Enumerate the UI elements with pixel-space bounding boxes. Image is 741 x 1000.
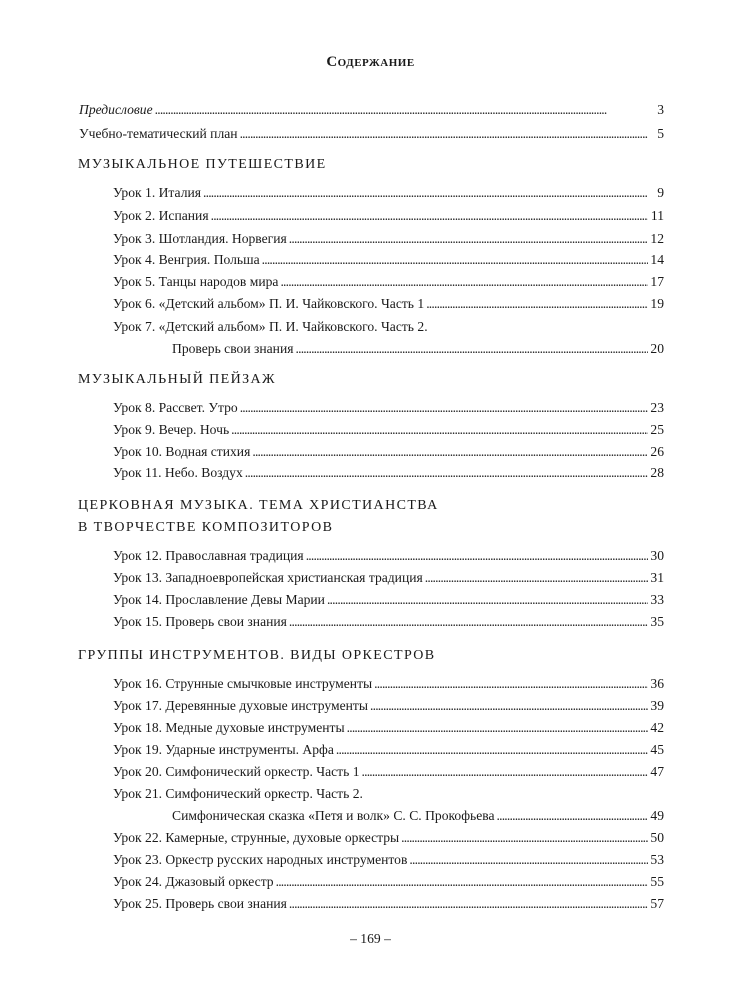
- toc-entry[interactable]: [113, 763, 664, 781]
- toc-entry[interactable]: [113, 569, 664, 587]
- entry-page: 50: [650, 830, 664, 845]
- entry-text: Урок 23. Оркестр русских народных инструментов: [113, 852, 408, 867]
- entry-text: Урок 20. Симфонический оркестр. Часть 1: [113, 764, 360, 779]
- dot-leader: [240, 399, 648, 417]
- entry-page: 11: [650, 208, 664, 223]
- entry-text: Урок 14. Прославление Девы Марии: [113, 592, 325, 607]
- dot-leader: [211, 207, 648, 225]
- entry-page: 9: [657, 185, 664, 200]
- entry-page: 19: [650, 296, 664, 311]
- toc-entry-continuation[interactable]: [172, 340, 664, 358]
- entry-text: Урок 2. Испания: [113, 208, 209, 223]
- entry-page: 31: [650, 570, 664, 585]
- entry-text: Урок 9. Вечер. Ночь: [113, 422, 230, 437]
- entry-page: 33: [650, 592, 664, 607]
- entry-text: Урок 8. Рассвет. Утро: [113, 400, 238, 415]
- dot-leader: [203, 184, 648, 202]
- dot-leader: [280, 273, 648, 291]
- dot-leader: [426, 295, 648, 313]
- entry-text: Урок 17. Деревянные духовые инструменты: [113, 698, 369, 713]
- entry-page: 49: [650, 808, 664, 823]
- page-title: Содержание: [326, 54, 415, 70]
- entry-text: Урок 7. «Детский альбом» П. И. Чайковского. Часть 2.: [113, 319, 428, 334]
- dot-leader: [362, 763, 648, 781]
- entry-text: Учебно-тематический план: [79, 126, 238, 141]
- entry-text: Урок 24. Джазовый оркестр: [113, 874, 274, 889]
- toc-entry[interactable]: [113, 591, 664, 609]
- entry-text: Урок 22. Камерные, струнные, духовые оркестры: [113, 830, 400, 845]
- entry-text: Симфоническая сказка «Петя и волк» С. С. Прокофьева: [172, 808, 495, 823]
- entry-text: Урок 19. Ударные инструменты. Арфа: [113, 742, 334, 757]
- entry-page: 36: [650, 676, 664, 691]
- toc-entry[interactable]: [113, 421, 664, 439]
- dot-leader: [374, 675, 648, 693]
- entry-page: 23: [650, 400, 664, 415]
- entry-page: 25: [650, 422, 664, 437]
- section-heading: ЦЕРКОВНАЯ МУЗЫКА. ТЕМА ХРИСТИАНСТВА: [78, 498, 439, 513]
- dot-leader: [289, 895, 648, 913]
- dot-leader: [347, 719, 648, 737]
- entry-text: Урок 11. Небо. Воздух: [113, 465, 243, 480]
- entry-text: Урок 3. Шотландия. Норвегия: [113, 231, 287, 246]
- entry-page: 17: [650, 274, 664, 289]
- dot-leader: [497, 807, 648, 825]
- entry-page: 55: [650, 874, 664, 889]
- entry-page: 53: [650, 852, 664, 867]
- toc-entry[interactable]: [113, 295, 664, 313]
- entry-page: 28: [650, 465, 664, 480]
- toc-entry-preface[interactable]: [79, 101, 664, 119]
- entry-text: Предисловие: [79, 102, 153, 117]
- entry-page: 12: [650, 231, 664, 246]
- entry-page: 3: [657, 102, 664, 117]
- dot-leader: [327, 591, 648, 609]
- dot-leader: [245, 464, 648, 482]
- toc-entry[interactable]: [113, 851, 664, 869]
- dot-leader: [296, 340, 649, 358]
- entry-text: Урок 12. Православная традиция: [113, 548, 304, 563]
- entry-page: 57: [650, 896, 664, 911]
- entry-text: Проверь свои знания: [172, 341, 294, 356]
- toc-entry[interactable]: [113, 251, 664, 269]
- entry-text: Урок 15. Проверь свои знания: [113, 614, 287, 629]
- section-heading: ГРУППЫ ИНСТРУМЕНТОВ. ВИДЫ ОРКЕСТРОВ: [78, 648, 436, 663]
- dot-leader: [262, 251, 648, 269]
- dot-leader: [409, 851, 648, 869]
- entry-page: 42: [650, 720, 664, 735]
- section-heading: МУЗЫКАЛЬНЫЙ ПЕЙЗАЖ: [78, 372, 276, 387]
- entry-page: 30: [650, 548, 664, 563]
- dot-leader: [252, 443, 648, 461]
- entry-page: 26: [650, 444, 664, 459]
- entry-page: 20: [650, 341, 664, 356]
- entry-page: 5: [657, 126, 664, 141]
- dot-leader: [336, 741, 648, 759]
- toc-entry[interactable]: [113, 184, 664, 202]
- entry-text: Урок 10. Водная стихия: [113, 444, 251, 459]
- toc-entry[interactable]: [113, 207, 664, 225]
- toc-entry[interactable]: [113, 895, 664, 913]
- entry-text: Урок 1. Италия: [113, 185, 202, 200]
- dot-leader: [289, 230, 648, 248]
- section-heading-line-2: В ТВОРЧЕСТВЕ КОМПОЗИТОРОВ: [78, 520, 334, 535]
- toc-entry-continuation[interactable]: [172, 807, 664, 825]
- entry-text: Урок 25. Проверь свои знания: [113, 896, 287, 911]
- toc-entry[interactable]: [113, 613, 664, 631]
- entry-page: 35: [650, 614, 664, 629]
- toc-entry[interactable]: [113, 443, 664, 461]
- toc-entry[interactable]: [113, 785, 664, 803]
- dot-leader: [240, 125, 648, 143]
- dot-leader: [276, 873, 648, 891]
- toc-entry[interactable]: [113, 399, 664, 417]
- toc-entry[interactable]: [113, 230, 664, 248]
- toc-entry[interactable]: [113, 547, 664, 565]
- page-number-footer: – 169 –: [350, 931, 391, 946]
- entry-text: Урок 5. Танцы народов мира: [113, 274, 279, 289]
- toc-entry[interactable]: [113, 719, 664, 737]
- entry-page: 47: [650, 764, 664, 779]
- dot-leader: [370, 697, 648, 715]
- toc-entry[interactable]: [113, 318, 664, 336]
- entry-text: Урок 6. «Детский альбом» П. И. Чайковского. Часть 1: [113, 296, 425, 311]
- toc-entry[interactable]: [113, 829, 664, 847]
- entry-page: 39: [650, 698, 664, 713]
- dot-leader: [155, 101, 648, 119]
- entry-text: Урок 16. Струнные смычковые инструменты: [113, 676, 373, 691]
- entry-text: Урок 21. Симфонический оркестр. Часть 2.: [113, 786, 363, 801]
- dot-leader: [289, 613, 648, 631]
- toc-entry[interactable]: [113, 741, 664, 759]
- entry-text: Урок 13. Западноевропейская христианская традиция: [113, 570, 423, 585]
- dot-leader: [401, 829, 648, 847]
- toc-entry[interactable]: [113, 873, 664, 891]
- toc-entry[interactable]: [113, 697, 664, 715]
- dot-leader: [231, 421, 648, 439]
- entry-text: Урок 4. Венгрия. Польша: [113, 252, 260, 267]
- dot-leader: [306, 547, 648, 565]
- toc-entry[interactable]: [113, 273, 664, 291]
- toc-entry[interactable]: [113, 464, 664, 482]
- toc-entry-plan[interactable]: [79, 125, 664, 143]
- entry-page: 14: [650, 252, 664, 267]
- toc-entry[interactable]: [113, 675, 664, 693]
- section-heading: МУЗЫКАЛЬНОЕ ПУТЕШЕСТВИЕ: [78, 157, 327, 172]
- entry-page: 45: [650, 742, 664, 757]
- entry-text: Урок 18. Медные духовые инструменты: [113, 720, 345, 735]
- dot-leader: [425, 569, 648, 587]
